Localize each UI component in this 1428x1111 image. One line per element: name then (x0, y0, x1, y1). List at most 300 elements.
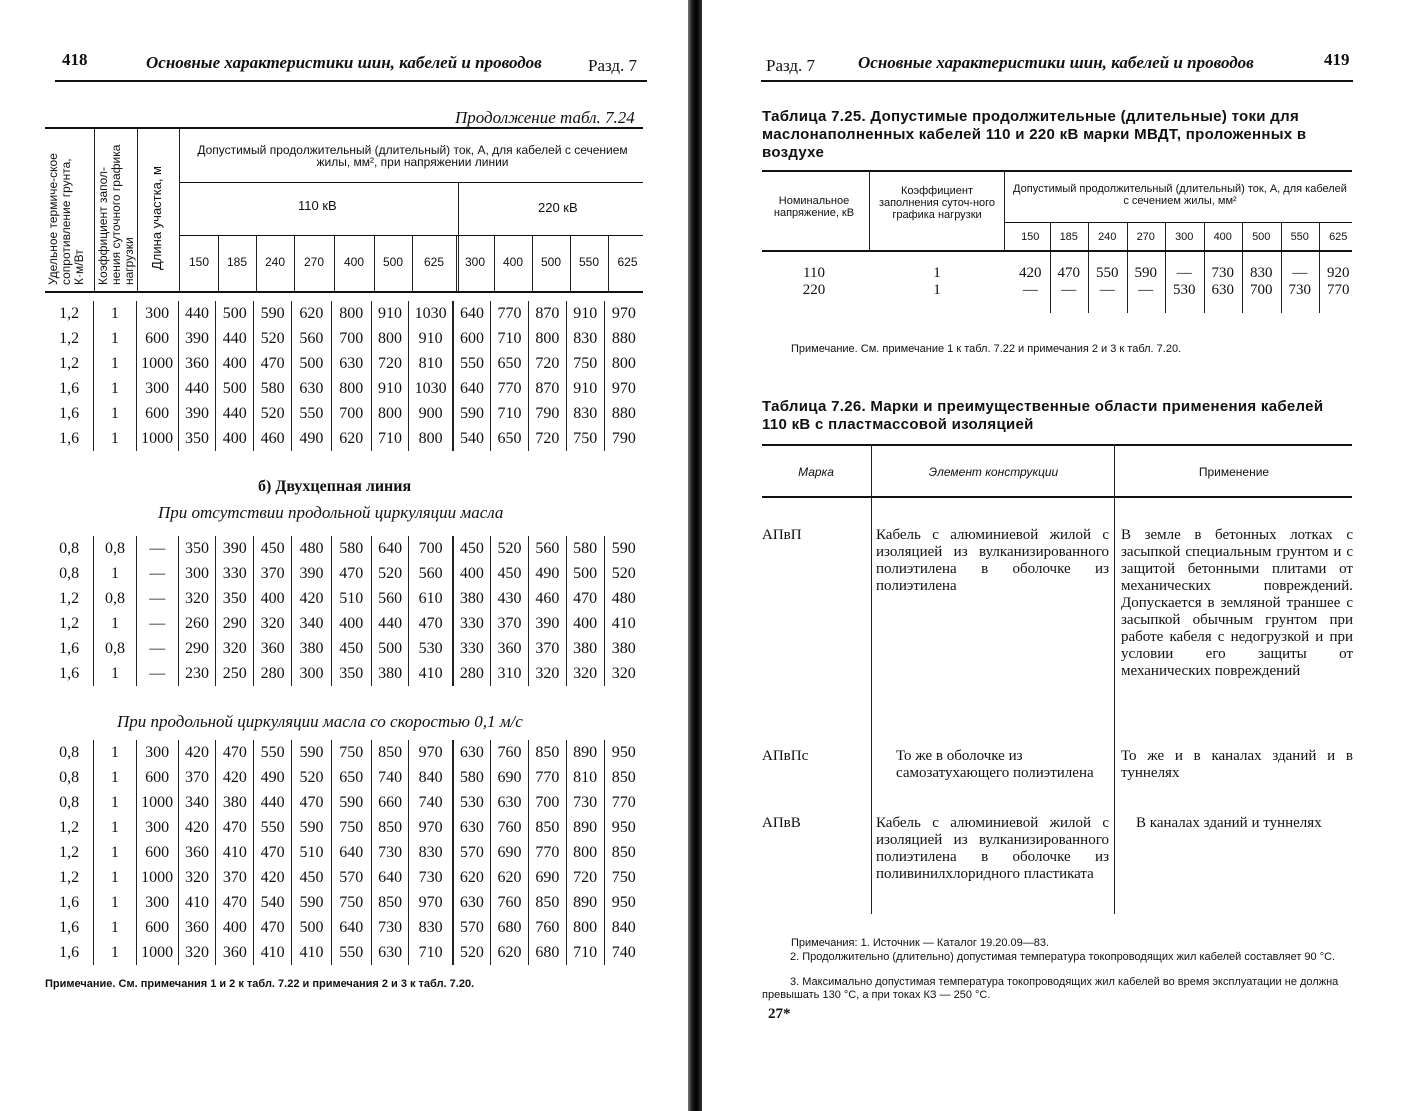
table-cell: 890 (566, 815, 604, 840)
table-cell: 750 (331, 890, 371, 915)
table-cell: 750 (331, 815, 371, 840)
table-cell: 350 (216, 586, 254, 611)
table-cell: 850 (528, 740, 566, 765)
table-cell: 830 (409, 915, 453, 940)
table-cell: 560 (371, 586, 409, 611)
page-number: 418 (62, 50, 88, 69)
header-rule (55, 80, 647, 82)
table-cell: 970 (409, 890, 453, 915)
book-spine (688, 0, 702, 1111)
table-cell: 740 (409, 790, 453, 815)
table-row (45, 636, 643, 661)
voltage-110-header: 110 кВ (298, 198, 337, 213)
table-row (45, 536, 643, 561)
table-cell: 640 (453, 301, 491, 326)
table-cell: 300 (136, 890, 178, 915)
table-cell: 470 (216, 815, 254, 840)
t725-col-voltage: Номинальное напряжение, кВ (773, 195, 855, 219)
table-cell: 1,2 (59, 354, 80, 372)
table-cell: 450 (292, 865, 332, 890)
table-cell: 520 (491, 536, 529, 561)
table-cell: 620 (331, 426, 371, 451)
table-cell: 320 (528, 661, 566, 686)
table-cell: 770 (528, 765, 566, 790)
table-cell: 1,6 (59, 664, 80, 682)
table-cell: 690 (491, 840, 529, 865)
table-cell: 770 (491, 376, 529, 401)
table-cell: 500 (216, 301, 254, 326)
table-cell: 1 (94, 790, 137, 815)
table-cell: 320 (178, 865, 216, 890)
table-cell: 380 (566, 636, 604, 661)
table-cell: 710 (409, 940, 453, 965)
table-cell: 500 (292, 351, 332, 376)
t725-cell: — (1022, 282, 1038, 298)
table-cell: 630 (453, 740, 491, 765)
table-cell: 290 (216, 611, 254, 636)
table-cell: 970 (409, 740, 453, 765)
table-cell: 300 (136, 740, 178, 765)
table-row (45, 351, 643, 376)
table-cell: 440 (178, 301, 216, 326)
t725-size: 185 (1059, 231, 1078, 243)
table-cell: 360 (178, 351, 216, 376)
t725-size: 550 (1290, 231, 1309, 243)
table-cell: 400 (254, 586, 292, 611)
table-cell: 1 (94, 426, 137, 451)
table-cell: 630 (331, 351, 371, 376)
table-cell: 400 (216, 351, 254, 376)
table-cell: 440 (216, 401, 254, 426)
table-cell: 850 (371, 890, 409, 915)
col-load-factor: Коэффициент запол-нения суточного графика нагрузки (96, 144, 136, 285)
table-cell: 630 (453, 890, 491, 915)
table-cell: 620 (292, 301, 332, 326)
table-cell: 850 (528, 890, 566, 915)
table-cell: 760 (528, 915, 566, 940)
table-cell: 570 (453, 840, 491, 865)
table-7-25-caption: Таблица 7.25. Допустимые продолжительные (длительные) токи для маслонаполненных кабелей 110 и 220 кВ марки МВДТ, проложенных в воздухе (762, 108, 1307, 161)
table-cell: 1,2 (59, 589, 80, 607)
table-cell: 470 (331, 561, 371, 586)
table-cell: 400 (566, 611, 604, 636)
table-cell: 350 (178, 536, 216, 561)
table-cell: 730 (371, 840, 409, 865)
running-title: Основные характеристики шин, кабелей и проводов (858, 53, 1254, 72)
subheading-circulation: При продольной циркуляции масла со скоростью 0,1 м/с (117, 712, 523, 731)
table-cell: 650 (491, 426, 529, 451)
table-cell: 790 (604, 426, 643, 451)
table-row (45, 376, 643, 401)
t725-load-factor: 1 (933, 265, 941, 281)
table-cell: 800 (331, 301, 371, 326)
table-cell: 520 (254, 401, 292, 426)
table-cell: 400 (331, 611, 371, 636)
table-cell: 620 (491, 865, 529, 890)
table-cell: 910 (566, 376, 604, 401)
table-cell: 300 (136, 376, 178, 401)
table-cell: 410 (178, 890, 216, 915)
table-cell: 0,8 (59, 743, 80, 761)
table-cell: 580 (254, 376, 292, 401)
table-cell: 1,2 (59, 818, 80, 836)
table-cell: 600 (136, 840, 178, 865)
table-cell: 600 (136, 326, 178, 351)
table-row (45, 790, 643, 815)
table-cell: 970 (409, 815, 453, 840)
table-cell: 490 (292, 426, 332, 451)
table-cell: 710 (491, 401, 529, 426)
table-cell: 480 (292, 536, 332, 561)
t726-note-3: 3. Максимально допустимая температура токопроводящих жил кабелей во время эксплуатации не должна превышать 130 °С, а при токах КЗ — 250 °С. (762, 976, 1339, 1001)
table-cell: 1,6 (59, 379, 80, 397)
table-cell: 470 (254, 840, 292, 865)
t725-cell: — (1176, 265, 1192, 281)
table-cell: 950 (604, 740, 643, 765)
table-cell: 460 (254, 426, 292, 451)
table-cell: 590 (604, 536, 643, 561)
table-cell: 630 (491, 790, 529, 815)
table-cell: 580 (331, 536, 371, 561)
table-row (45, 890, 643, 915)
table-cell: 640 (331, 840, 371, 865)
t725-cell: — (1061, 282, 1077, 298)
table-row (45, 561, 643, 586)
table-cell: 590 (292, 815, 332, 840)
table-cell: 730 (566, 790, 604, 815)
t726-col-use: Применение (1198, 465, 1270, 479)
table-cell: 470 (409, 611, 453, 636)
signature-mark: 27* (768, 1006, 791, 1022)
t725-group-header: Допустимый продолжительный (длительный) ток, А, для кабелей с сечением жилы, мм² (1013, 183, 1347, 207)
table-cell: 880 (604, 401, 643, 426)
table-cell: 890 (566, 740, 604, 765)
table-cell: — (136, 611, 178, 636)
table-cell: 340 (178, 790, 216, 815)
cross-section-size: 400 (502, 255, 524, 269)
table-cell: 1 (94, 840, 137, 865)
table-cell: 0,8 (94, 536, 137, 561)
table-cell: 710 (491, 326, 529, 351)
table-cell: 420 (292, 586, 332, 611)
table-cell: 420 (254, 865, 292, 890)
table-cell: 400 (216, 426, 254, 451)
table-cell: 900 (409, 401, 453, 426)
table-cell: 470 (566, 586, 604, 611)
table-cell: 330 (216, 561, 254, 586)
table-cell: 380 (292, 636, 332, 661)
group-header: Допустимый продолжительный (длительный) ток, А, для кабелей с сечением жилы, мм², при напряжении линии (197, 143, 628, 169)
table-cell: 370 (178, 765, 216, 790)
table-cell: 750 (604, 865, 643, 890)
table-cell: 970 (604, 376, 643, 401)
table-cell: 310 (491, 661, 529, 686)
table-cell: 0,8 (59, 793, 80, 811)
t725-voltage: 220 (802, 282, 826, 298)
table-cell: 810 (409, 351, 453, 376)
table-cell: 810 (566, 765, 604, 790)
table-cell: 560 (292, 326, 332, 351)
t725-cell: 700 (1250, 282, 1273, 298)
table-cell: 800 (409, 426, 453, 451)
table-cell: 640 (331, 915, 371, 940)
table-cell: 450 (254, 536, 292, 561)
table-cell: 620 (453, 865, 491, 890)
table-cell: 840 (604, 915, 643, 940)
table-cell: 320 (254, 611, 292, 636)
table-cell: 1 (94, 765, 137, 790)
table-row (45, 840, 643, 865)
section-label: Разд. 7 (766, 56, 816, 75)
table-cell: 910 (566, 301, 604, 326)
voltage-220-header: 220 кВ (538, 200, 578, 215)
table-row (45, 401, 643, 426)
table-cell: 800 (528, 326, 566, 351)
table-cell: 380 (371, 661, 409, 686)
table-cell: 1 (94, 611, 137, 636)
table-cell: 550 (453, 351, 491, 376)
table-cell: 1030 (409, 301, 453, 326)
cross-section-size: 550 (578, 255, 600, 269)
table-cell: 770 (528, 840, 566, 865)
table-cell: 850 (371, 815, 409, 840)
t725-size: 270 (1136, 231, 1155, 243)
t726-note-1: Примечания: 1. Источник — Каталог 19.20.09—83. (791, 937, 1050, 949)
table-cell: 1 (94, 561, 137, 586)
col-length: Длина участка, м (149, 166, 164, 270)
t725-size: 150 (1021, 231, 1040, 243)
table-row (45, 611, 643, 636)
cross-section-size: 625 (617, 255, 638, 269)
table-cell: 590 (292, 890, 332, 915)
t725-cell: 550 (1096, 265, 1119, 281)
t726-row-1-element: Кабель с алюминиевой жилой с изоляцией из вулканизированного полиэтилена в оболочке из полиэтилена (876, 527, 1109, 594)
table-cell: 1,2 (59, 843, 80, 861)
table-cell: 550 (254, 740, 292, 765)
table-cell: 360 (178, 915, 216, 940)
cross-section-size: 625 (423, 255, 445, 269)
table-cell: 1,6 (59, 943, 80, 961)
t725-cell: 730 (1211, 265, 1234, 281)
cross-section-size: 185 (226, 255, 248, 269)
table-cell: 530 (453, 790, 491, 815)
table-cell: 800 (371, 326, 409, 351)
table-cell: 520 (292, 765, 332, 790)
table-cell: 590 (292, 740, 332, 765)
table-cell: — (136, 661, 178, 686)
cross-section-size: 400 (343, 255, 365, 269)
table-cell: — (136, 536, 178, 561)
table-row (45, 765, 643, 790)
t726-row-2-use: То же и в каналах зданий и в туннелях (1121, 748, 1353, 781)
table-cell: 470 (216, 740, 254, 765)
table-cell: 620 (491, 940, 529, 965)
table-cell: 1,6 (59, 918, 80, 936)
table-cell: 300 (178, 561, 216, 586)
table-cell: 910 (409, 326, 453, 351)
t725-cell: 830 (1250, 265, 1273, 281)
t725-cell: 590 (1134, 265, 1157, 281)
t726-row-3-element: Кабель с алюминиевой жилой с изоляцией из вулканизированного полиэтилена в оболочке из поливинилхлоридного пластиката (876, 815, 1109, 882)
t725-size: 500 (1252, 231, 1271, 243)
left-page (0, 0, 690, 1111)
table-cell: 700 (409, 536, 453, 561)
table-cell: 500 (292, 915, 332, 940)
table-cell: 300 (136, 301, 178, 326)
table-cell: 1000 (136, 426, 178, 451)
table-cell: 440 (178, 376, 216, 401)
table-cell: 650 (331, 765, 371, 790)
table-cell: 1,6 (59, 893, 80, 911)
t726-col-mark: Марка (798, 465, 834, 479)
table-cell: 1 (94, 940, 137, 965)
t726-row-2-mark: АПвПс (762, 748, 809, 764)
table-cell: 910 (371, 376, 409, 401)
table-cell: 470 (292, 790, 332, 815)
table-cell: 600 (453, 326, 491, 351)
cross-section-size: 500 (540, 255, 562, 269)
table-cell: 0,8 (59, 539, 80, 557)
double-circuit-heading: б) Двухцепная линия (258, 478, 412, 495)
t725-cell: — (1138, 282, 1154, 298)
table-cell: 1 (94, 376, 137, 401)
table-cell: 390 (216, 536, 254, 561)
t725-size: 400 (1213, 231, 1232, 243)
table-row (45, 586, 643, 611)
table-row (45, 915, 643, 940)
table-cell: 370 (216, 865, 254, 890)
table-cell: 410 (604, 611, 643, 636)
table-cell: 430 (491, 586, 529, 611)
table-cell: 570 (453, 915, 491, 940)
table-cell: 800 (604, 351, 643, 376)
table-cell: 470 (254, 915, 292, 940)
table-cell: 640 (371, 536, 409, 561)
table-cell: 500 (566, 561, 604, 586)
table-cell: 260 (178, 611, 216, 636)
table-cell: 720 (528, 351, 566, 376)
table-cell: 720 (566, 865, 604, 890)
table-cell: 580 (453, 765, 491, 790)
table-cell: 500 (371, 636, 409, 661)
table-row (45, 426, 643, 451)
t726-row-3-use: В каналах зданий и туннелях (1136, 815, 1322, 831)
table-cell: 1,2 (59, 868, 80, 886)
table-cell: 630 (371, 940, 409, 965)
table-7-24-single-circuit (45, 301, 643, 451)
t725-cell: 420 (1019, 265, 1042, 281)
table-cell: 630 (292, 376, 332, 401)
table-cell: 720 (371, 351, 409, 376)
t725-cell: 470 (1057, 265, 1080, 281)
table-cell: 770 (604, 790, 643, 815)
table-7-24-circulation (45, 740, 643, 965)
table-cell: 390 (178, 326, 216, 351)
table-cell: 730 (371, 915, 409, 940)
table-7-26-caption: Таблица 7.26. Марки и преимущественные области применения кабелей 110 кВ с пластмассовой изоляцией (762, 398, 1324, 433)
table-cell: 1000 (136, 790, 178, 815)
table-cell: 770 (491, 301, 529, 326)
table-7-24-no-circulation (45, 536, 643, 686)
table-cell: 950 (604, 890, 643, 915)
t725-size: 240 (1098, 231, 1117, 243)
t725-size: 300 (1175, 231, 1194, 243)
continuation-label: Продолжение табл. 7.24 (455, 108, 635, 127)
table-cell: 640 (453, 376, 491, 401)
table-cell: 760 (491, 815, 529, 840)
table-cell: 480 (604, 586, 643, 611)
table-cell: 1,2 (59, 329, 80, 347)
table-cell: 360 (216, 940, 254, 965)
table-cell: 320 (566, 661, 604, 686)
table-cell: 590 (331, 790, 371, 815)
table-cell: — (136, 636, 178, 661)
table-cell: 550 (254, 815, 292, 840)
table-cell: 530 (409, 636, 453, 661)
t726-row-3-mark: АПвВ (762, 815, 801, 831)
table-cell: 410 (292, 940, 332, 965)
table-cell: 490 (254, 765, 292, 790)
table-cell: 1 (94, 326, 137, 351)
table-cell: 690 (491, 765, 529, 790)
table-cell: 250 (216, 661, 254, 686)
t725-cell: — (1292, 265, 1308, 281)
t726-row-1-mark: АПвП (762, 527, 802, 543)
table-cell: 760 (491, 740, 529, 765)
table-cell: 650 (491, 351, 529, 376)
table-cell: 970 (604, 301, 643, 326)
table-cell: 580 (566, 536, 604, 561)
table-cell: 520 (604, 561, 643, 586)
table-cell: 1000 (136, 865, 178, 890)
table-cell: 450 (453, 536, 491, 561)
table-cell: 730 (409, 865, 453, 890)
table-cell: 520 (453, 940, 491, 965)
page-number: 419 (1324, 50, 1350, 69)
table-cell: 370 (254, 561, 292, 586)
table-cell: 1 (94, 301, 137, 326)
table-cell: 280 (453, 661, 491, 686)
table-cell: 1,2 (59, 614, 80, 632)
table-cell: 350 (331, 661, 371, 686)
table-row (45, 661, 643, 686)
table-cell: 910 (371, 301, 409, 326)
table-cell: 390 (178, 401, 216, 426)
table-row (45, 865, 643, 890)
running-title: Основные характеристики шин, кабелей и проводов (146, 53, 542, 72)
table-cell: 890 (566, 890, 604, 915)
table-cell: 790 (528, 401, 566, 426)
table-cell: 440 (254, 790, 292, 815)
table-cell: 440 (371, 611, 409, 636)
table-cell: 400 (216, 915, 254, 940)
table-cell: 420 (178, 815, 216, 840)
t725-cell: 920 (1327, 265, 1350, 281)
table-cell: 230 (178, 661, 216, 686)
table-cell: 1000 (136, 940, 178, 965)
table-cell: 630 (453, 815, 491, 840)
table-cell: 320 (178, 586, 216, 611)
table-cell: 1030 (409, 376, 453, 401)
table-cell: 470 (254, 351, 292, 376)
table-cell: 750 (566, 351, 604, 376)
table-cell: 850 (371, 740, 409, 765)
table-cell: 740 (371, 765, 409, 790)
table-cell: 290 (178, 636, 216, 661)
table-cell: 370 (528, 636, 566, 661)
table-cell: 600 (136, 765, 178, 790)
table-cell: 680 (528, 940, 566, 965)
